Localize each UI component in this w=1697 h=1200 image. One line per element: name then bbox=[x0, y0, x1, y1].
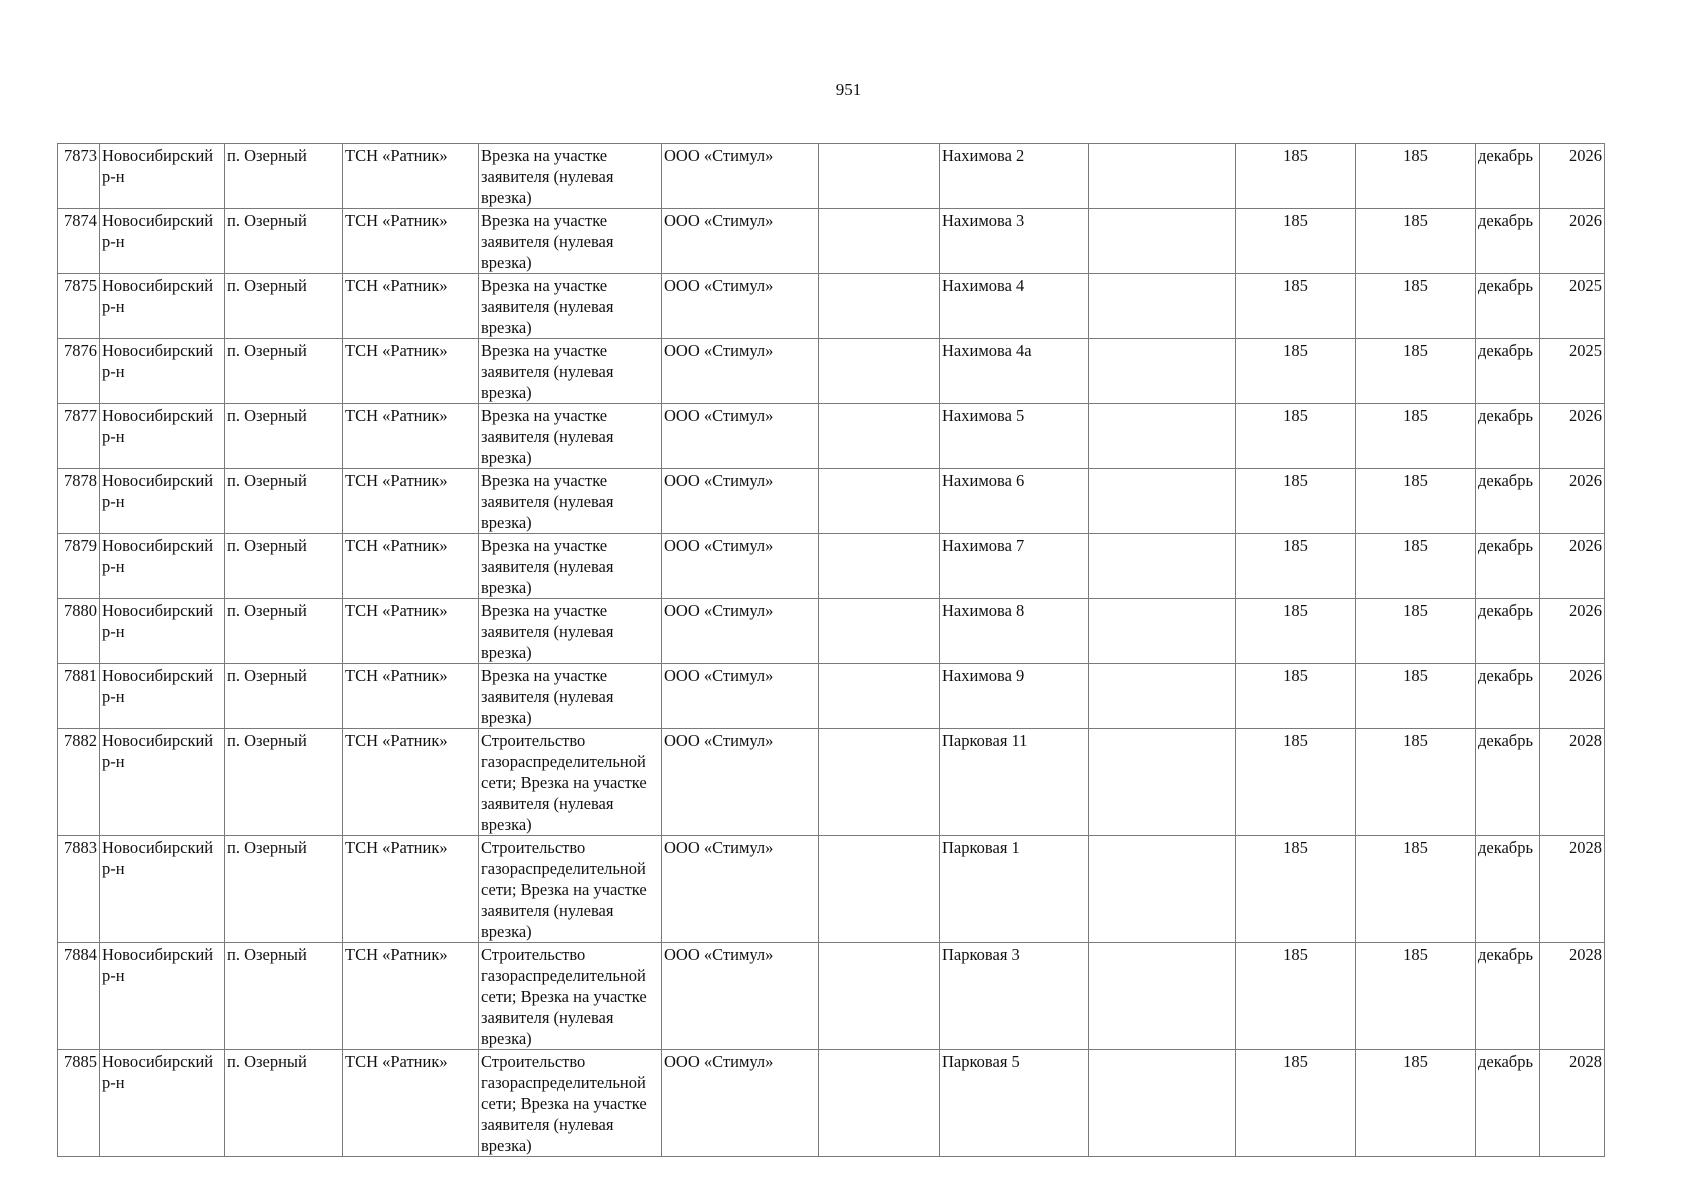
cell-value-1: 185 bbox=[1236, 339, 1356, 404]
cell-district: Новосибирский р-н bbox=[100, 729, 225, 836]
cell-value-2: 185 bbox=[1356, 534, 1476, 599]
cell-empty bbox=[819, 729, 940, 836]
cell-value-1: 185 bbox=[1236, 729, 1356, 836]
cell-month: декабрь bbox=[1476, 339, 1540, 404]
cell-month: декабрь bbox=[1476, 664, 1540, 729]
cell-district: Новосибирский р-н bbox=[100, 274, 225, 339]
cell-address: Нахимова 9 bbox=[940, 664, 1089, 729]
cell-month: декабрь bbox=[1476, 209, 1540, 274]
cell-month: декабрь bbox=[1476, 836, 1540, 943]
cell-partnership: ТСН «Ратник» bbox=[343, 404, 479, 469]
cell-year: 2025 bbox=[1540, 339, 1605, 404]
cell-year: 2026 bbox=[1540, 664, 1605, 729]
cell-settlement: п. Озерный bbox=[225, 404, 343, 469]
cell-contractor: ООО «Стимул» bbox=[662, 836, 819, 943]
cell-value-1: 185 bbox=[1236, 274, 1356, 339]
cell-district: Новосибирский р-н bbox=[100, 404, 225, 469]
table-row bbox=[58, 274, 1605, 339]
cell-partnership: ТСН «Ратник» bbox=[343, 836, 479, 943]
cell-empty bbox=[1089, 836, 1236, 943]
cell-year: 2028 bbox=[1540, 729, 1605, 836]
cell-month: декабрь bbox=[1476, 274, 1540, 339]
cell-row-number: 7877 bbox=[58, 404, 100, 469]
cell-year: 2028 bbox=[1540, 1050, 1605, 1157]
cell-address: Нахимова 7 bbox=[940, 534, 1089, 599]
cell-partnership: ТСН «Ратник» bbox=[343, 1050, 479, 1157]
cell-empty bbox=[819, 664, 940, 729]
cell-value-2: 185 bbox=[1356, 664, 1476, 729]
cell-settlement: п. Озерный bbox=[225, 209, 343, 274]
cell-district: Новосибирский р-н bbox=[100, 534, 225, 599]
cell-settlement: п. Озерный bbox=[225, 599, 343, 664]
cell-value-2: 185 bbox=[1356, 729, 1476, 836]
cell-year: 2026 bbox=[1540, 534, 1605, 599]
cell-district: Новосибирский р-н bbox=[100, 209, 225, 274]
cell-work-type: Строительство газораспределительной сети; Врезка на участке заявителя (нулевая врезка) bbox=[479, 836, 662, 943]
cell-empty bbox=[1089, 943, 1236, 1050]
cell-contractor: ООО «Стимул» bbox=[662, 534, 819, 599]
cell-settlement: п. Озерный bbox=[225, 469, 343, 534]
cell-district: Новосибирский р-н bbox=[100, 1050, 225, 1157]
cell-empty bbox=[1089, 729, 1236, 836]
table-row bbox=[58, 664, 1605, 729]
cell-empty bbox=[1089, 534, 1236, 599]
cell-row-number: 7884 bbox=[58, 943, 100, 1050]
cell-year: 2026 bbox=[1540, 469, 1605, 534]
cell-work-type: Врезка на участке заявителя (нулевая врезка) bbox=[479, 599, 662, 664]
table-row bbox=[58, 1050, 1605, 1157]
registry-body bbox=[58, 144, 1605, 1157]
cell-settlement: п. Озерный bbox=[225, 836, 343, 943]
cell-value-2: 185 bbox=[1356, 209, 1476, 274]
cell-district: Новосибирский р-н bbox=[100, 664, 225, 729]
cell-district: Новосибирский р-н bbox=[100, 144, 225, 209]
cell-settlement: п. Озерный bbox=[225, 339, 343, 404]
cell-partnership: ТСН «Ратник» bbox=[343, 729, 479, 836]
cell-work-type: Врезка на участке заявителя (нулевая врезка) bbox=[479, 274, 662, 339]
cell-partnership: ТСН «Ратник» bbox=[343, 534, 479, 599]
cell-contractor: ООО «Стимул» bbox=[662, 1050, 819, 1157]
cell-row-number: 7881 bbox=[58, 664, 100, 729]
table-row bbox=[58, 599, 1605, 664]
cell-empty bbox=[1089, 144, 1236, 209]
cell-empty bbox=[819, 274, 940, 339]
cell-empty bbox=[819, 339, 940, 404]
table-row bbox=[58, 729, 1605, 836]
table-row bbox=[58, 534, 1605, 599]
cell-settlement: п. Озерный bbox=[225, 144, 343, 209]
cell-row-number: 7880 bbox=[58, 599, 100, 664]
cell-contractor: ООО «Стимул» bbox=[662, 274, 819, 339]
cell-value-1: 185 bbox=[1236, 469, 1356, 534]
cell-contractor: ООО «Стимул» bbox=[662, 404, 819, 469]
cell-value-1: 185 bbox=[1236, 534, 1356, 599]
cell-empty bbox=[1089, 469, 1236, 534]
cell-year: 2025 bbox=[1540, 274, 1605, 339]
cell-empty bbox=[819, 209, 940, 274]
cell-empty bbox=[819, 599, 940, 664]
cell-year: 2026 bbox=[1540, 144, 1605, 209]
cell-empty bbox=[819, 144, 940, 209]
cell-address: Нахимова 8 bbox=[940, 599, 1089, 664]
cell-month: декабрь bbox=[1476, 469, 1540, 534]
cell-month: декабрь bbox=[1476, 729, 1540, 836]
cell-value-1: 185 bbox=[1236, 144, 1356, 209]
cell-contractor: ООО «Стимул» bbox=[662, 729, 819, 836]
cell-partnership: ТСН «Ратник» bbox=[343, 469, 479, 534]
cell-work-type: Врезка на участке заявителя (нулевая врезка) bbox=[479, 144, 662, 209]
cell-row-number: 7879 bbox=[58, 534, 100, 599]
table-row bbox=[58, 209, 1605, 274]
cell-work-type: Строительство газораспределительной сети; Врезка на участке заявителя (нулевая врезка) bbox=[479, 1050, 662, 1157]
table-row bbox=[58, 144, 1605, 209]
cell-value-2: 185 bbox=[1356, 599, 1476, 664]
cell-value-2: 185 bbox=[1356, 836, 1476, 943]
cell-district: Новосибирский р-н bbox=[100, 943, 225, 1050]
cell-month: декабрь bbox=[1476, 404, 1540, 469]
cell-row-number: 7873 bbox=[58, 144, 100, 209]
cell-value-1: 185 bbox=[1236, 209, 1356, 274]
cell-district: Новосибирский р-н bbox=[100, 469, 225, 534]
cell-row-number: 7875 bbox=[58, 274, 100, 339]
cell-value-2: 185 bbox=[1356, 404, 1476, 469]
cell-address: Нахимова 5 bbox=[940, 404, 1089, 469]
cell-month: декабрь bbox=[1476, 144, 1540, 209]
cell-year: 2028 bbox=[1540, 836, 1605, 943]
cell-year: 2028 bbox=[1540, 943, 1605, 1050]
cell-work-type: Врезка на участке заявителя (нулевая врезка) bbox=[479, 404, 662, 469]
cell-settlement: п. Озерный bbox=[225, 729, 343, 836]
cell-row-number: 7876 bbox=[58, 339, 100, 404]
cell-contractor: ООО «Стимул» bbox=[662, 209, 819, 274]
cell-address: Парковая 1 bbox=[940, 836, 1089, 943]
cell-year: 2026 bbox=[1540, 404, 1605, 469]
cell-settlement: п. Озерный bbox=[225, 664, 343, 729]
cell-work-type: Врезка на участке заявителя (нулевая врезка) bbox=[479, 469, 662, 534]
cell-contractor: ООО «Стимул» bbox=[662, 469, 819, 534]
cell-address: Парковая 11 bbox=[940, 729, 1089, 836]
cell-partnership: ТСН «Ратник» bbox=[343, 664, 479, 729]
cell-district: Новосибирский р-н bbox=[100, 339, 225, 404]
cell-value-1: 185 bbox=[1236, 599, 1356, 664]
registry-table bbox=[57, 143, 1605, 1157]
cell-contractor: ООО «Стимул» bbox=[662, 339, 819, 404]
cell-address: Парковая 3 bbox=[940, 943, 1089, 1050]
cell-address: Парковая 5 bbox=[940, 1050, 1089, 1157]
cell-value-1: 185 bbox=[1236, 404, 1356, 469]
cell-value-2: 185 bbox=[1356, 943, 1476, 1050]
cell-year: 2026 bbox=[1540, 599, 1605, 664]
cell-empty bbox=[819, 534, 940, 599]
table-row bbox=[58, 469, 1605, 534]
cell-district: Новосибирский р-н bbox=[100, 599, 225, 664]
cell-row-number: 7874 bbox=[58, 209, 100, 274]
cell-empty bbox=[1089, 274, 1236, 339]
cell-empty bbox=[819, 404, 940, 469]
table-row bbox=[58, 339, 1605, 404]
cell-empty bbox=[819, 1050, 940, 1157]
page-number: 951 bbox=[835, 80, 862, 99]
cell-settlement: п. Озерный bbox=[225, 274, 343, 339]
cell-month: декабрь bbox=[1476, 943, 1540, 1050]
cell-work-type: Строительство газораспределительной сети; Врезка на участке заявителя (нулевая врезка) bbox=[479, 729, 662, 836]
cell-value-2: 185 bbox=[1356, 1050, 1476, 1157]
cell-row-number: 7882 bbox=[58, 729, 100, 836]
cell-settlement: п. Озерный bbox=[225, 943, 343, 1050]
cell-address: Нахимова 2 bbox=[940, 144, 1089, 209]
cell-partnership: ТСН «Ратник» bbox=[343, 274, 479, 339]
cell-empty bbox=[1089, 664, 1236, 729]
cell-work-type: Врезка на участке заявителя (нулевая врезка) bbox=[479, 339, 662, 404]
cell-empty bbox=[819, 836, 940, 943]
cell-empty bbox=[1089, 404, 1236, 469]
cell-month: декабрь bbox=[1476, 534, 1540, 599]
cell-empty bbox=[1089, 599, 1236, 664]
cell-settlement: п. Озерный bbox=[225, 534, 343, 599]
cell-value-1: 185 bbox=[1236, 836, 1356, 943]
cell-partnership: ТСН «Ратник» bbox=[343, 209, 479, 274]
cell-empty bbox=[819, 469, 940, 534]
cell-contractor: ООО «Стимул» bbox=[662, 144, 819, 209]
cell-work-type: Врезка на участке заявителя (нулевая врезка) bbox=[479, 534, 662, 599]
cell-value-1: 185 bbox=[1236, 943, 1356, 1050]
cell-row-number: 7878 bbox=[58, 469, 100, 534]
cell-work-type: Строительство газораспределительной сети; Врезка на участке заявителя (нулевая врезка) bbox=[479, 943, 662, 1050]
cell-contractor: ООО «Стимул» bbox=[662, 664, 819, 729]
cell-value-2: 185 bbox=[1356, 274, 1476, 339]
cell-partnership: ТСН «Ратник» bbox=[343, 599, 479, 664]
cell-partnership: ТСН «Ратник» bbox=[343, 943, 479, 1050]
cell-row-number: 7885 bbox=[58, 1050, 100, 1157]
cell-value-1: 185 bbox=[1236, 664, 1356, 729]
cell-value-1: 185 bbox=[1236, 1050, 1356, 1157]
table-row bbox=[58, 404, 1605, 469]
cell-value-2: 185 bbox=[1356, 469, 1476, 534]
cell-empty bbox=[819, 943, 940, 1050]
cell-settlement: п. Озерный bbox=[225, 1050, 343, 1157]
cell-empty bbox=[1089, 339, 1236, 404]
cell-empty bbox=[1089, 209, 1236, 274]
cell-empty bbox=[1089, 1050, 1236, 1157]
cell-district: Новосибирский р-н bbox=[100, 836, 225, 943]
cell-year: 2026 bbox=[1540, 209, 1605, 274]
cell-work-type: Врезка на участке заявителя (нулевая врезка) bbox=[479, 209, 662, 274]
cell-value-2: 185 bbox=[1356, 339, 1476, 404]
cell-partnership: ТСН «Ратник» bbox=[343, 339, 479, 404]
cell-month: декабрь bbox=[1476, 1050, 1540, 1157]
cell-address: Нахимова 6 bbox=[940, 469, 1089, 534]
cell-address: Нахимова 4 bbox=[940, 274, 1089, 339]
cell-address: Нахимова 4а bbox=[940, 339, 1089, 404]
cell-work-type: Врезка на участке заявителя (нулевая врезка) bbox=[479, 664, 662, 729]
table-row bbox=[58, 943, 1605, 1050]
cell-partnership: ТСН «Ратник» bbox=[343, 144, 479, 209]
cell-contractor: ООО «Стимул» bbox=[662, 943, 819, 1050]
table-row bbox=[58, 836, 1605, 943]
cell-month: декабрь bbox=[1476, 599, 1540, 664]
cell-value-2: 185 bbox=[1356, 144, 1476, 209]
cell-contractor: ООО «Стимул» bbox=[662, 599, 819, 664]
cell-row-number: 7883 bbox=[58, 836, 100, 943]
cell-address: Нахимова 3 bbox=[940, 209, 1089, 274]
